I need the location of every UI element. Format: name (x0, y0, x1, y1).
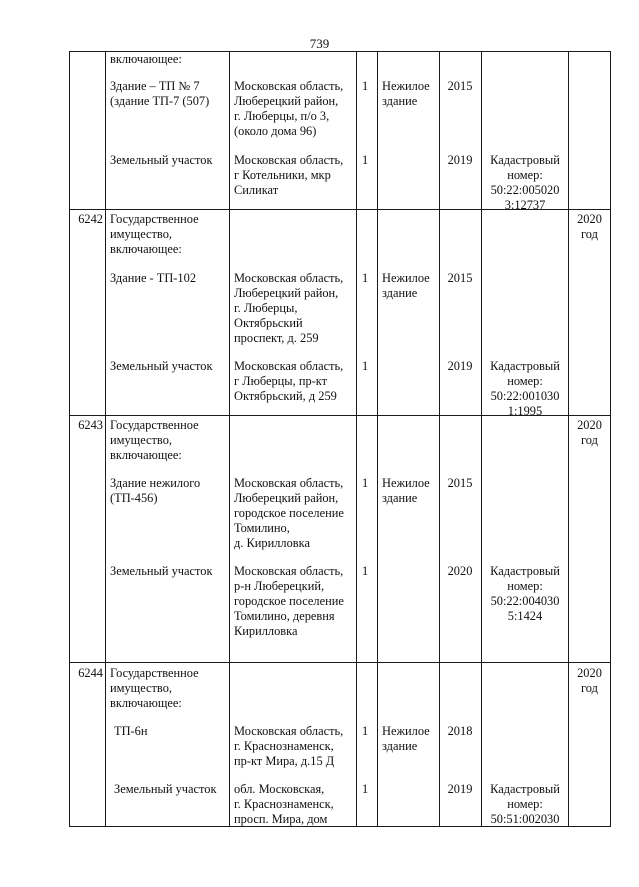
item-address: Московская область, г Котельники, мкр Силикат (234, 153, 344, 197)
item-name: Здание нежилого (ТП-456) (110, 476, 201, 505)
row-number: 6243 (78, 418, 103, 432)
item-address: Московская область, Люберецкий район, городское поселение Томилино, д. Кирилловка (234, 476, 344, 550)
item-address: обл. Московская, г. Краснознаменск, просп. Мира, дом (234, 782, 334, 826)
item-address: Московская область, г. Краснознаменск, пр-кт Мира, д.15 Д (234, 724, 344, 768)
item-year: 2018 (447, 724, 473, 738)
row-divider (69, 662, 610, 663)
item-address: Московская область, Люберецкий район, г. Люберцы, Октябрьский проспект, д. 259 (234, 271, 344, 345)
item-name: Здание – ТП № 7 (здание ТП-7 (507) (110, 79, 210, 108)
page-number: 739 (309, 36, 330, 51)
item-name: Земельный участок (110, 359, 213, 373)
item-address: Московская область, Люберецкий район, г. Люберцы, п/о 3, (около дома 96) (234, 79, 344, 138)
item-year: 2019 (447, 782, 473, 796)
item-name: Здание - ТП-102 (110, 271, 197, 285)
column-divider (69, 51, 70, 827)
item-count: 1 (362, 271, 369, 285)
item-count: 1 (362, 476, 369, 490)
item-count: 1 (362, 79, 369, 93)
item-name: Земельный участок (110, 153, 213, 167)
column-divider (356, 51, 357, 827)
item-year: 2015 (447, 79, 473, 93)
item-note: Кадастровый номер: 50:51:002030 (490, 782, 560, 826)
item-address: Московская область, г Люберцы, пр-кт Октябрьский, д 259 (234, 359, 344, 403)
item-type: Нежилое здание (382, 724, 430, 753)
item-year: 2019 (447, 153, 473, 167)
item-type: Нежилое здание (382, 271, 430, 300)
item-name: Земельный участок (114, 782, 217, 796)
column-divider (610, 51, 611, 827)
item-name: Государственное имущество, включающее: (110, 666, 199, 710)
column-divider (377, 51, 378, 827)
row-term: 2020 год (577, 212, 602, 241)
item-name: Земельный участок (110, 564, 213, 578)
item-year: 2019 (447, 359, 473, 373)
item-count: 1 (362, 564, 369, 578)
row-number: 6244 (78, 666, 103, 680)
item-type: Нежилое здание (382, 476, 430, 505)
item-count: 1 (362, 724, 369, 738)
item-note: Кадастровый номер: 50:22:004030 5:1424 (490, 564, 560, 623)
item-count: 1 (362, 153, 369, 167)
item-year: 2015 (447, 476, 473, 490)
item-year: 2015 (447, 271, 473, 285)
item-name: Государственное имущество, включающее: (110, 418, 199, 462)
column-divider (229, 51, 230, 827)
item-type: Нежилое здание (382, 79, 430, 108)
item-name: включающее: (110, 52, 182, 66)
item-note: Кадастровый номер: 50:22:005020 3:12737 (490, 153, 560, 212)
item-name: Государственное имущество, включающее: (110, 212, 199, 256)
item-name: ТП-6н (114, 724, 148, 738)
row-term: 2020 год (577, 666, 602, 695)
row-number: 6242 (78, 212, 103, 226)
item-address: Московская область, р-н Люберецкий, городское поселение Томилино, деревня Кирилловка (234, 564, 344, 638)
item-note: Кадастровый номер: 50:22:001030 1:1995 (490, 359, 560, 418)
item-count: 1 (362, 782, 369, 796)
item-year: 2020 (447, 564, 473, 578)
item-count: 1 (362, 359, 369, 373)
row-term: 2020 год (577, 418, 602, 447)
column-divider (105, 51, 106, 827)
